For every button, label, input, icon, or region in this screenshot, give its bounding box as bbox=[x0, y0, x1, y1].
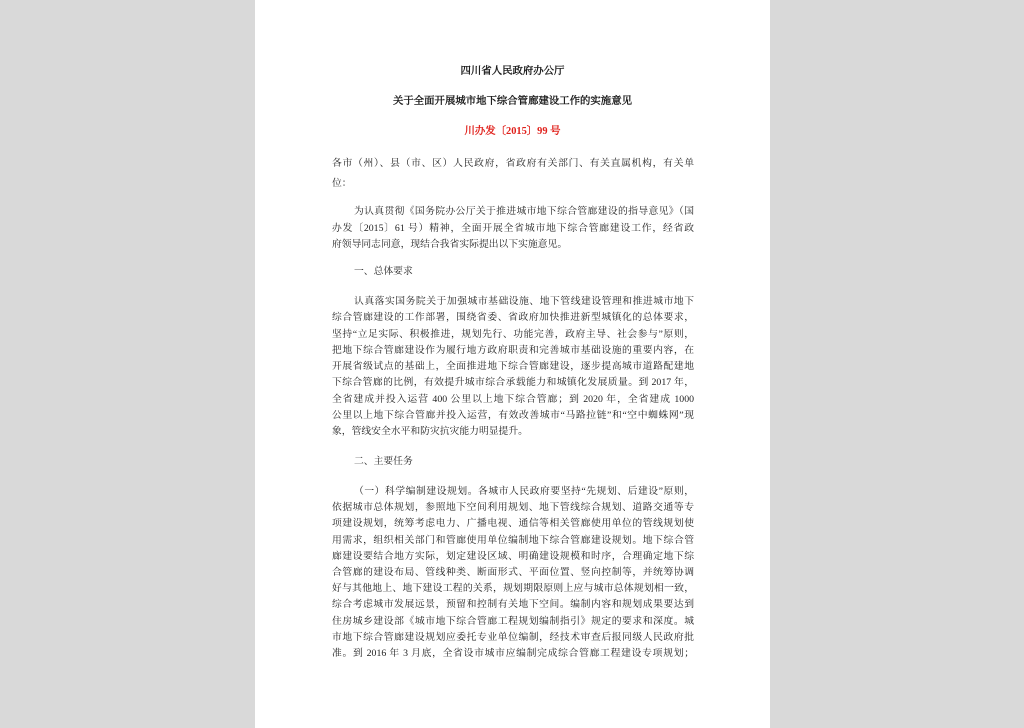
addressee-line: 位： bbox=[332, 178, 352, 189]
addressee bbox=[332, 154, 694, 194]
body-line: 开展省级试点的基础上，全面推进地下综合管廊建设，逐步提高城市道路配建地 bbox=[332, 361, 694, 372]
body-line: 办发〔2015〕61 号）精神，全面开展全省城市地下综合管廊建设工作，经省政 bbox=[332, 222, 694, 234]
body-line: 用需求，组织相关部门和管廊使用单位编制地下综合管廊建设规划。地下综合管 bbox=[332, 534, 694, 546]
body-line: 全省建成并投入运营 400 公里以上地下综合管廊；到 2020 年，全省建成 1000 bbox=[332, 393, 694, 405]
body-line: 为认真贯彻《国务院办公厅关于推进城市地下综合管廊建设的指导意见》（国 bbox=[354, 206, 694, 217]
section-2-heading: 二、主要任务 bbox=[354, 456, 413, 467]
body-line: 依据城市总体规划，参照地下空间利用规划、地下管线综合规划、道路交通等专 bbox=[332, 502, 694, 514]
section-1-heading: 一、总体要求 bbox=[354, 266, 413, 277]
body-line: 合管廊的建设布局、管线种类、断面形式、平面位置、竖向控制等，并统筹协调 bbox=[332, 566, 694, 578]
body-line: 项建设规划，统筹考虑电力、广播电视、通信等相关管廊使用单位的管线规划使 bbox=[332, 518, 694, 530]
section-2-paragraph bbox=[332, 484, 694, 662]
body-line: 好与其他地上、地下建设工程的关系，规划期限原则上应与城市总体规划相一致， bbox=[332, 583, 694, 595]
intro-paragraph bbox=[332, 204, 694, 254]
body-line: 府领导同志同意，现结合我省实际提出以下实施意见。 bbox=[332, 239, 568, 250]
body-line: 认真落实国务院关于加强城市基础设施、地下管线建设管理和推进城市地下 bbox=[354, 296, 694, 307]
issuer-title: 四川省人民政府办公厅 bbox=[460, 66, 565, 77]
body-line: 公里以上地下综合管廊并投入运营，有效改善城市“马路拉链”和“空中蜘蛛网”现 bbox=[332, 409, 694, 421]
document-page bbox=[255, 0, 770, 728]
body-line: （一）科学编制建设规划。各城市人民政府要坚持“先规划、后建设”原则， bbox=[354, 486, 694, 497]
document-title: 关于全面开展城市地下综合管廊建设工作的实施意见 bbox=[393, 96, 632, 107]
section-heading bbox=[332, 264, 694, 280]
body-line: 廊建设要结合地方实际，划定建设区域、明确建设规模和时序，合理确定地下综 bbox=[332, 550, 694, 562]
body-line: 象，管线安全水平和防灾抗灾能力明显提升。 bbox=[332, 426, 528, 437]
body-line: 下综合管廊的比例，有效提升城市综合承载能力和城镇化发展质量。到 2017 年， bbox=[332, 377, 694, 389]
body-line: 把地下综合管廊建设作为履行地方政府职责和完善城市基础设施的重要内容，在 bbox=[332, 344, 694, 356]
body-line: 市地下综合管廊建设规划应委托专业单位编制，经技术审查后报同级人民政府批 bbox=[332, 631, 694, 643]
addressee-line: 各市（州）、县（市、区）人民政府，省政府有关部门、有关直属机构，有关单 bbox=[332, 158, 694, 169]
body-line: 坚持“立足实际、积极推进，规划先行、功能完善，政府主导、社会参与”原则， bbox=[332, 328, 694, 340]
body-line: 住房城乡建设部《城市地下综合管廊工程规划编制指引》规定的要求和深度。城 bbox=[332, 615, 694, 627]
section-1-paragraph bbox=[332, 294, 694, 440]
document-number: 川办发〔2015〕99 号 bbox=[464, 126, 561, 137]
body-line: 综合考虑城市发展远景，预留和控制有关地下空间。编制内容和规划成果要达到 bbox=[332, 599, 694, 611]
body-line: 综合管廊建设的工作部署，围绕省委、省政府加快推进新型城镇化的总体要求， bbox=[332, 312, 694, 324]
section-heading bbox=[332, 454, 694, 470]
body-line: 准。到 2016 年 3 月底，全省设市城市应编制完成综合管廊工程建设专项规划； bbox=[332, 647, 694, 659]
